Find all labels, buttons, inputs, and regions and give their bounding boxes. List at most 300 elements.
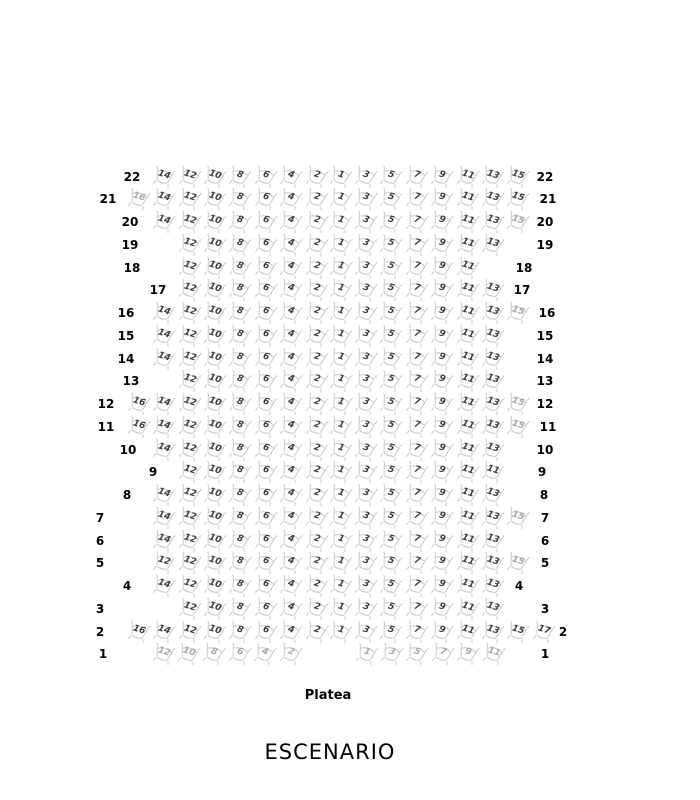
seat[interactable] — [377, 414, 405, 440]
seat[interactable] — [175, 209, 203, 235]
seat[interactable] — [302, 255, 330, 281]
seat[interactable] — [478, 573, 506, 599]
seat[interactable] — [377, 232, 405, 258]
seat[interactable] — [453, 277, 481, 303]
seat[interactable] — [277, 573, 305, 599]
seat[interactable] — [302, 550, 330, 576]
seat[interactable] — [377, 619, 405, 645]
seat[interactable] — [277, 391, 305, 417]
seat[interactable] — [478, 232, 506, 258]
seat[interactable] — [428, 482, 456, 508]
seat[interactable] — [251, 596, 279, 622]
seat[interactable] — [226, 437, 254, 463]
seat[interactable] — [377, 528, 405, 554]
seat[interactable] — [479, 641, 507, 667]
seat[interactable] — [174, 641, 202, 667]
seat[interactable] — [351, 596, 379, 622]
seat[interactable] — [200, 596, 228, 622]
seat[interactable] — [326, 482, 354, 508]
seat[interactable] — [302, 300, 330, 326]
seat[interactable] — [276, 641, 304, 667]
seat[interactable] — [377, 596, 405, 622]
seat[interactable] — [251, 437, 279, 463]
seat[interactable] — [351, 414, 379, 440]
seat[interactable] — [226, 550, 254, 576]
seat[interactable] — [428, 255, 456, 281]
seat[interactable] — [277, 482, 305, 508]
seat[interactable] — [175, 391, 203, 417]
seat[interactable] — [200, 323, 228, 349]
seat[interactable] — [504, 209, 532, 235]
seat[interactable] — [302, 437, 330, 463]
seat[interactable] — [302, 323, 330, 349]
seat[interactable] — [453, 482, 481, 508]
seat[interactable] — [251, 277, 279, 303]
seat[interactable] — [377, 209, 405, 235]
seat[interactable] — [150, 437, 178, 463]
seat[interactable] — [251, 323, 279, 349]
seat[interactable] — [226, 209, 254, 235]
seat[interactable] — [402, 459, 430, 485]
seat[interactable] — [277, 300, 305, 326]
seat[interactable] — [277, 323, 305, 349]
seat[interactable] — [277, 368, 305, 394]
seat[interactable] — [453, 550, 481, 576]
seat[interactable] — [377, 277, 405, 303]
seat[interactable] — [351, 505, 379, 531]
seat[interactable] — [352, 641, 380, 667]
seat[interactable] — [200, 232, 228, 258]
seat[interactable] — [277, 277, 305, 303]
seat[interactable] — [200, 437, 228, 463]
seat[interactable] — [277, 596, 305, 622]
seat[interactable] — [226, 391, 254, 417]
seat[interactable] — [478, 391, 506, 417]
seat[interactable] — [226, 346, 254, 372]
seat[interactable] — [478, 323, 506, 349]
seat[interactable] — [428, 619, 456, 645]
seat[interactable] — [150, 300, 178, 326]
seat[interactable] — [175, 459, 203, 485]
seat[interactable] — [504, 414, 532, 440]
seat[interactable] — [200, 277, 228, 303]
seat[interactable] — [200, 505, 228, 531]
seat[interactable] — [377, 164, 405, 190]
seat[interactable] — [251, 573, 279, 599]
seat[interactable] — [251, 641, 279, 667]
seat[interactable] — [302, 164, 330, 190]
seat[interactable] — [277, 232, 305, 258]
seat[interactable] — [302, 391, 330, 417]
seat[interactable] — [428, 437, 456, 463]
seat[interactable] — [504, 391, 532, 417]
seat[interactable] — [377, 346, 405, 372]
seat[interactable] — [251, 346, 279, 372]
seat[interactable] — [478, 619, 506, 645]
seat[interactable] — [351, 300, 379, 326]
seat[interactable] — [302, 186, 330, 212]
seat[interactable] — [402, 368, 430, 394]
seat[interactable] — [351, 255, 379, 281]
seat[interactable] — [402, 323, 430, 349]
seat[interactable] — [326, 550, 354, 576]
seat[interactable] — [402, 255, 430, 281]
seat[interactable] — [377, 641, 405, 667]
seat[interactable] — [150, 528, 178, 554]
seat[interactable] — [226, 573, 254, 599]
seat[interactable] — [453, 186, 481, 212]
seat[interactable] — [529, 619, 557, 645]
seat[interactable] — [351, 482, 379, 508]
seat[interactable] — [277, 550, 305, 576]
seat[interactable] — [226, 164, 254, 190]
seat[interactable] — [428, 232, 456, 258]
seat[interactable] — [150, 164, 178, 190]
seat[interactable] — [351, 437, 379, 463]
seat[interactable] — [402, 437, 430, 463]
seat[interactable] — [124, 619, 152, 645]
seat[interactable] — [453, 368, 481, 394]
seat[interactable] — [326, 437, 354, 463]
seat[interactable] — [428, 164, 456, 190]
seat[interactable] — [251, 209, 279, 235]
seat[interactable] — [277, 255, 305, 281]
seat[interactable] — [351, 528, 379, 554]
seat[interactable] — [277, 209, 305, 235]
seat[interactable] — [251, 528, 279, 554]
seat[interactable] — [124, 186, 152, 212]
seat[interactable] — [175, 550, 203, 576]
seat[interactable] — [251, 482, 279, 508]
seat[interactable] — [277, 186, 305, 212]
seat[interactable] — [175, 232, 203, 258]
seat[interactable] — [226, 619, 254, 645]
seat[interactable] — [478, 346, 506, 372]
seat[interactable] — [402, 300, 430, 326]
seat[interactable] — [402, 550, 430, 576]
seat[interactable] — [478, 164, 506, 190]
seat[interactable] — [175, 528, 203, 554]
seat[interactable] — [377, 505, 405, 531]
seat[interactable] — [251, 391, 279, 417]
seat[interactable] — [277, 619, 305, 645]
seat[interactable] — [175, 277, 203, 303]
seat[interactable] — [226, 255, 254, 281]
seat[interactable] — [453, 300, 481, 326]
seat[interactable] — [251, 186, 279, 212]
seat[interactable] — [504, 619, 532, 645]
seat[interactable] — [478, 528, 506, 554]
seat[interactable] — [124, 414, 152, 440]
seat[interactable] — [225, 641, 253, 667]
seat[interactable] — [175, 505, 203, 531]
seat[interactable] — [226, 323, 254, 349]
seat[interactable] — [478, 368, 506, 394]
seat[interactable] — [402, 346, 430, 372]
seat[interactable] — [226, 277, 254, 303]
seat[interactable] — [326, 573, 354, 599]
seat[interactable] — [175, 300, 203, 326]
seat[interactable] — [478, 414, 506, 440]
seat[interactable] — [302, 596, 330, 622]
seat[interactable] — [251, 255, 279, 281]
seat[interactable] — [351, 550, 379, 576]
seat[interactable] — [377, 300, 405, 326]
seat[interactable] — [226, 482, 254, 508]
seat[interactable] — [504, 550, 532, 576]
seat[interactable] — [454, 641, 482, 667]
seat[interactable] — [200, 186, 228, 212]
seat[interactable] — [377, 391, 405, 417]
seat[interactable] — [377, 186, 405, 212]
seat[interactable] — [377, 255, 405, 281]
seat[interactable] — [402, 505, 430, 531]
seat[interactable] — [200, 346, 228, 372]
seat[interactable] — [326, 232, 354, 258]
seat[interactable] — [478, 482, 506, 508]
seat[interactable] — [175, 346, 203, 372]
seat[interactable] — [326, 323, 354, 349]
seat[interactable] — [351, 619, 379, 645]
seat[interactable] — [200, 255, 228, 281]
seat[interactable] — [504, 186, 532, 212]
seat[interactable] — [478, 186, 506, 212]
seat[interactable] — [226, 368, 254, 394]
seat[interactable] — [326, 368, 354, 394]
seat[interactable] — [351, 186, 379, 212]
seat[interactable] — [351, 459, 379, 485]
seat[interactable] — [428, 641, 456, 667]
seat[interactable] — [226, 414, 254, 440]
seat[interactable] — [478, 459, 506, 485]
seat[interactable] — [200, 164, 228, 190]
seat[interactable] — [402, 277, 430, 303]
seat[interactable] — [251, 550, 279, 576]
seat[interactable] — [200, 368, 228, 394]
seat[interactable] — [326, 391, 354, 417]
seat[interactable] — [150, 482, 178, 508]
seat[interactable] — [453, 528, 481, 554]
seat[interactable] — [326, 505, 354, 531]
seat[interactable] — [504, 164, 532, 190]
seat[interactable] — [302, 459, 330, 485]
seat[interactable] — [277, 459, 305, 485]
seat[interactable] — [251, 300, 279, 326]
seat[interactable] — [326, 414, 354, 440]
seat[interactable] — [453, 505, 481, 531]
seat[interactable] — [200, 550, 228, 576]
seat[interactable] — [277, 164, 305, 190]
seat[interactable] — [150, 573, 178, 599]
seat[interactable] — [150, 323, 178, 349]
seat[interactable] — [150, 209, 178, 235]
seat[interactable] — [200, 528, 228, 554]
seat[interactable] — [351, 368, 379, 394]
seat[interactable] — [150, 619, 178, 645]
seat[interactable] — [428, 391, 456, 417]
seat[interactable] — [302, 528, 330, 554]
seat[interactable] — [453, 619, 481, 645]
seat[interactable] — [277, 505, 305, 531]
seat[interactable] — [402, 414, 430, 440]
seat[interactable] — [428, 459, 456, 485]
seat[interactable] — [453, 232, 481, 258]
seat[interactable] — [402, 619, 430, 645]
seat[interactable] — [377, 550, 405, 576]
seat[interactable] — [402, 391, 430, 417]
seat[interactable] — [504, 505, 532, 531]
seat[interactable] — [403, 641, 431, 667]
seat[interactable] — [326, 209, 354, 235]
seat[interactable] — [150, 550, 178, 576]
seat[interactable] — [175, 482, 203, 508]
seat[interactable] — [302, 482, 330, 508]
seat[interactable] — [428, 368, 456, 394]
seat[interactable] — [251, 505, 279, 531]
seat[interactable] — [251, 414, 279, 440]
seat[interactable] — [453, 459, 481, 485]
seat[interactable] — [200, 459, 228, 485]
seat[interactable] — [226, 596, 254, 622]
seat[interactable] — [175, 619, 203, 645]
seat[interactable] — [428, 300, 456, 326]
seat[interactable] — [251, 164, 279, 190]
seat[interactable] — [402, 528, 430, 554]
seat[interactable] — [175, 164, 203, 190]
seat[interactable] — [351, 164, 379, 190]
seat[interactable] — [428, 277, 456, 303]
seat[interactable] — [428, 550, 456, 576]
seat[interactable] — [226, 300, 254, 326]
seat[interactable] — [226, 505, 254, 531]
seat[interactable] — [200, 209, 228, 235]
seat[interactable] — [428, 346, 456, 372]
seat[interactable] — [478, 277, 506, 303]
seat[interactable] — [326, 619, 354, 645]
seat[interactable] — [251, 232, 279, 258]
seat[interactable] — [351, 232, 379, 258]
seat[interactable] — [326, 528, 354, 554]
seat[interactable] — [402, 482, 430, 508]
seat[interactable] — [124, 391, 152, 417]
seat[interactable] — [175, 573, 203, 599]
seat[interactable] — [226, 232, 254, 258]
seat[interactable] — [377, 437, 405, 463]
seat[interactable] — [302, 619, 330, 645]
seat[interactable] — [302, 368, 330, 394]
seat[interactable] — [478, 596, 506, 622]
seat[interactable] — [453, 346, 481, 372]
seat[interactable] — [175, 323, 203, 349]
seat[interactable] — [402, 186, 430, 212]
seat[interactable] — [175, 368, 203, 394]
seat[interactable] — [478, 300, 506, 326]
seat[interactable] — [175, 437, 203, 463]
seat[interactable] — [402, 232, 430, 258]
seat[interactable] — [326, 277, 354, 303]
seat[interactable] — [453, 414, 481, 440]
seat[interactable] — [277, 346, 305, 372]
seat[interactable] — [150, 391, 178, 417]
seat[interactable] — [226, 186, 254, 212]
seat[interactable] — [402, 573, 430, 599]
seat[interactable] — [200, 482, 228, 508]
seat[interactable] — [478, 550, 506, 576]
seat[interactable] — [302, 414, 330, 440]
seat[interactable] — [428, 209, 456, 235]
seat[interactable] — [351, 209, 379, 235]
seat[interactable] — [377, 323, 405, 349]
seat[interactable] — [200, 391, 228, 417]
seat[interactable] — [326, 596, 354, 622]
seat[interactable] — [326, 255, 354, 281]
seat[interactable] — [150, 414, 178, 440]
seat[interactable] — [428, 414, 456, 440]
seat[interactable] — [226, 528, 254, 554]
seat[interactable] — [277, 414, 305, 440]
seat[interactable] — [428, 573, 456, 599]
seat[interactable] — [351, 323, 379, 349]
seat[interactable] — [428, 596, 456, 622]
seat[interactable] — [453, 596, 481, 622]
seat[interactable] — [175, 596, 203, 622]
seat[interactable] — [175, 414, 203, 440]
seat[interactable] — [351, 391, 379, 417]
seat[interactable] — [251, 368, 279, 394]
seat[interactable] — [377, 482, 405, 508]
seat[interactable] — [428, 528, 456, 554]
seat[interactable] — [200, 414, 228, 440]
seat[interactable] — [251, 459, 279, 485]
seat[interactable] — [428, 505, 456, 531]
seat[interactable] — [478, 505, 506, 531]
seat[interactable] — [453, 573, 481, 599]
seat[interactable] — [200, 300, 228, 326]
seat[interactable] — [175, 186, 203, 212]
seat[interactable] — [302, 346, 330, 372]
seat[interactable] — [377, 573, 405, 599]
seat[interactable] — [326, 186, 354, 212]
seat[interactable] — [200, 573, 228, 599]
seat[interactable] — [351, 277, 379, 303]
seat[interactable] — [453, 323, 481, 349]
seat[interactable] — [226, 459, 254, 485]
seat[interactable] — [402, 164, 430, 190]
seat[interactable] — [150, 346, 178, 372]
seat[interactable] — [150, 505, 178, 531]
seat[interactable] — [428, 186, 456, 212]
seat[interactable] — [277, 437, 305, 463]
seat[interactable] — [302, 573, 330, 599]
seat[interactable] — [377, 459, 405, 485]
seat[interactable] — [326, 164, 354, 190]
seat[interactable] — [377, 368, 405, 394]
seat[interactable] — [402, 209, 430, 235]
seat[interactable] — [453, 209, 481, 235]
seat[interactable] — [200, 641, 228, 667]
seat[interactable] — [453, 255, 481, 281]
seat[interactable] — [478, 209, 506, 235]
seat[interactable] — [478, 437, 506, 463]
seat[interactable] — [351, 346, 379, 372]
seat[interactable] — [402, 596, 430, 622]
seat[interactable] — [326, 346, 354, 372]
seat[interactable] — [175, 255, 203, 281]
seat[interactable] — [302, 232, 330, 258]
seat[interactable] — [302, 505, 330, 531]
seat[interactable] — [326, 459, 354, 485]
seat[interactable] — [351, 573, 379, 599]
